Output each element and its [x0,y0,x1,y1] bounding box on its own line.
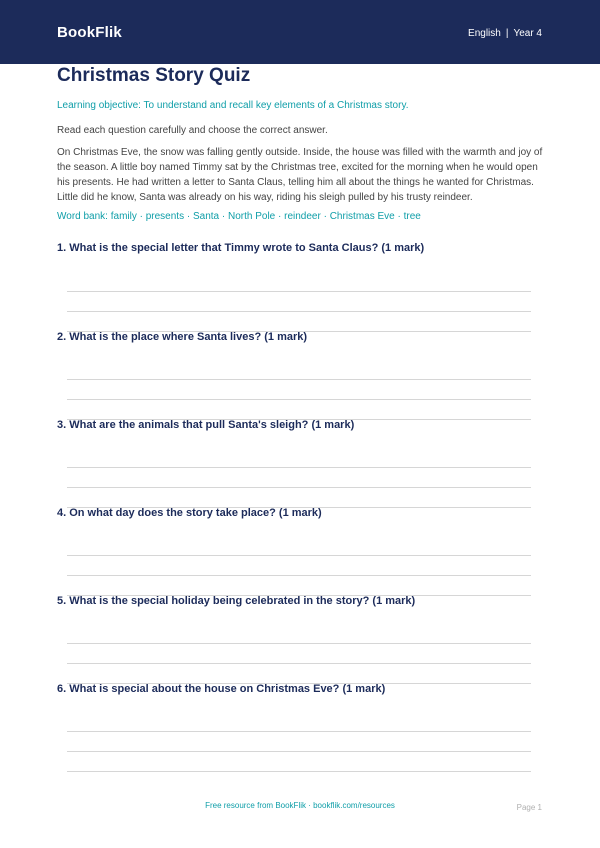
learning-objective: Learning objective: To understand and recall key elements of a Christmas story. [57,100,409,111]
answer-line[interactable] [67,731,531,732]
subject-year-label [468,28,542,39]
answer-line[interactable] [67,643,531,644]
answer-line[interactable] [67,487,531,488]
subject-separator: | [505,28,509,39]
page-number: Page 1 [516,803,542,812]
year-label: Year 4 [513,28,542,39]
question-4: 4. On what day does the story take place? (1 mark) [57,507,322,519]
story-passage: On Christmas Eve, the snow was falling gently outside. Inside, the house was filled with the warmth and joy of the season. A little boy named Timmy sat by the Christmas tree, excited for the morning when he would open his presents. He had written a letter to Santa Claus, telling him all about the things he wanted for Christmas. Little did he know, Santa was already on his way, riding his sleigh pulled by his trusty reindeer. [57,147,543,203]
answer-line[interactable] [67,575,531,576]
brand-logo: BookFlik [57,24,122,41]
question-2: 2. What is the place where Santa lives? (1 mark) [57,331,308,343]
answer-line[interactable] [67,311,531,312]
footer-link[interactable]: Free resource from BookFlik · bookflik.com/resources [205,801,395,810]
question-3: 3. What are the animals that pull Santa's sleigh? (1 mark) [57,419,355,431]
answer-line[interactable] [67,771,531,772]
subject-label: English [468,28,501,39]
answer-line[interactable] [67,379,531,380]
answer-line[interactable] [67,555,531,556]
instructions: Read each question carefully and choose the correct answer. [57,125,328,136]
page-header [0,0,600,64]
answer-line[interactable] [67,291,531,292]
answer-line[interactable] [67,399,531,400]
worksheet-title: Christmas Story Quiz [57,65,251,86]
word-bank: Word bank: family · presents · Santa · North Pole · reindeer · Christmas Eve · tree [57,211,421,222]
question-1: 1. What is the special letter that Timmy wrote to Santa Claus? (1 mark) [57,242,425,254]
answer-line[interactable] [67,663,531,664]
answer-line[interactable] [67,751,531,752]
question-5: 5. What is the special holiday being celebrated in the story? (1 mark) [57,595,416,607]
question-6: 6. What is special about the house on Christmas Eve? (1 mark) [57,683,386,695]
answer-line[interactable] [67,467,531,468]
